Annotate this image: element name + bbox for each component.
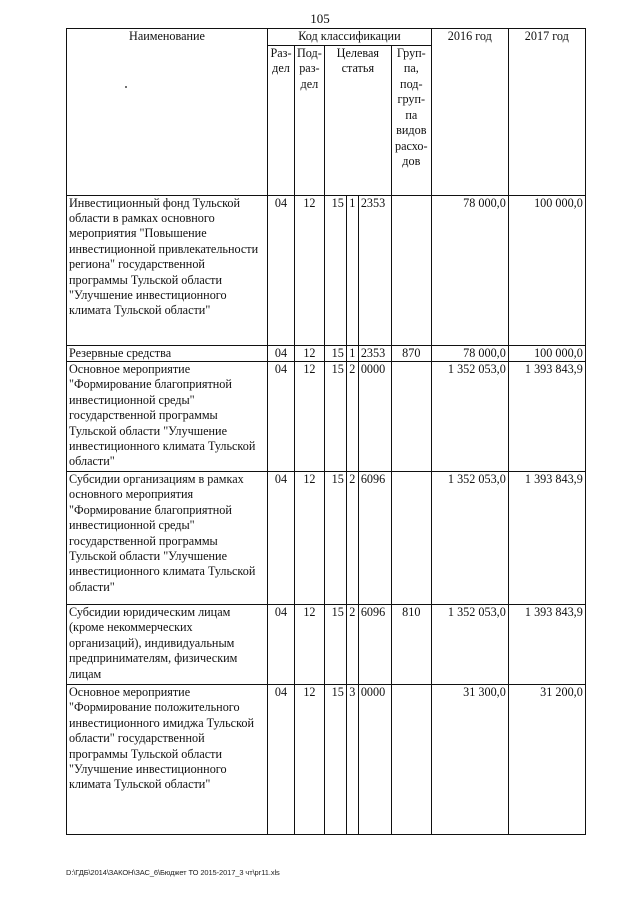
row-cs-subprogram: 2	[346, 605, 358, 685]
row-cs-subprogram: 1	[346, 345, 358, 362]
row-2016: 31 300,0	[431, 685, 508, 835]
table-row	[67, 685, 586, 835]
row-cs-program: 15	[324, 362, 346, 472]
row-vr: 870	[391, 345, 431, 362]
row-podrazdel: 12	[295, 345, 325, 362]
row-name: Основное мероприятие "Формирование положительного инвестиционного имиджа Тульской области" государственной программы Тульской области "Улучшение инвестиционного климата Тульской области"	[67, 685, 268, 835]
header-target-article: Целевая статья	[324, 45, 391, 195]
header-expense-group: Груп- па, под- груп- па видов расхо- дов	[391, 45, 431, 195]
header-year-2016: 2016 год	[431, 29, 508, 196]
row-2016: 1 352 053,0	[431, 362, 508, 472]
row-2017: 31 200,0	[508, 685, 585, 835]
row-cs-program: 15	[324, 472, 346, 605]
header-name: Наименование	[67, 29, 268, 196]
file-path-footer: D:\ГДБ\2014\ЗАКОН\ЗАС_6\Бюджет ТО 2015-2017_3 чт\рг11.xls	[66, 868, 280, 877]
row-razdel: 04	[268, 472, 295, 605]
row-cs-subprogram: 1	[346, 195, 358, 345]
row-podrazdel: 12	[295, 362, 325, 472]
row-podrazdel: 12	[295, 605, 325, 685]
row-razdel: 04	[268, 605, 295, 685]
row-vr	[391, 685, 431, 835]
row-name: Субсидии организациям в рамках основного мероприятия "Формирование благоприятной инвестиционной среды" государственной программы Тульской области "Улучшение инвестиционного климата Тульской области"	[67, 472, 268, 605]
table-row	[67, 605, 586, 685]
header-section: Раз- дел	[268, 45, 295, 195]
table-row	[67, 362, 586, 472]
row-vr: 810	[391, 605, 431, 685]
header-subsection: Под- раз- дел	[295, 45, 325, 195]
table-row	[67, 472, 586, 605]
row-2016: 1 352 053,0	[431, 472, 508, 605]
row-cs-direction: 2353	[358, 345, 391, 362]
row-cs-subprogram: 2	[346, 362, 358, 472]
row-name: Резервные средства	[67, 345, 268, 362]
row-vr	[391, 195, 431, 345]
table-row	[67, 345, 586, 362]
page-number: 105	[310, 11, 330, 26]
row-cs-program: 15	[324, 195, 346, 345]
header-code-group: Код классификации	[268, 29, 432, 46]
row-podrazdel: 12	[295, 195, 325, 345]
row-cs-direction: 0000	[358, 362, 391, 472]
row-name: Основное мероприятие "Формирование благоприятной инвестиционной среды" государственной программы Тульской области "Улучшение инвестиционного климата Тульской области"	[67, 362, 268, 472]
row-2017: 1 393 843,9	[508, 605, 585, 685]
row-2016: 78 000,0	[431, 345, 508, 362]
row-name: Инвестиционный фонд Тульской области в рамках основного мероприятия "Повышение инвестиционной привлекательности региона" государственной программы Тульской области "Улучшение инвестиционного климата Тульской области"	[67, 195, 268, 345]
row-razdel: 04	[268, 345, 295, 362]
row-razdel: 04	[268, 685, 295, 835]
header-year-2017: 2017 год	[508, 29, 585, 196]
row-2017: 100 000,0	[508, 345, 585, 362]
row-2016: 1 352 053,0	[431, 605, 508, 685]
row-cs-subprogram: 3	[346, 685, 358, 835]
row-podrazdel: 12	[295, 685, 325, 835]
row-razdel: 04	[268, 362, 295, 472]
row-cs-program: 15	[324, 345, 346, 362]
row-razdel: 04	[268, 195, 295, 345]
row-cs-direction: 0000	[358, 685, 391, 835]
row-name: Субсидии юридическим лицам (кроме некоммерческих организаций), индивидуальным предпринимателям, физическим лицам	[67, 605, 268, 685]
row-cs-direction: 2353	[358, 195, 391, 345]
row-2017: 1 393 843,9	[508, 362, 585, 472]
table-row	[67, 195, 586, 345]
row-cs-program: 15	[324, 685, 346, 835]
row-cs-direction: 6096	[358, 605, 391, 685]
row-podrazdel: 12	[295, 472, 325, 605]
row-vr	[391, 362, 431, 472]
row-vr	[391, 472, 431, 605]
row-2017: 1 393 843,9	[508, 472, 585, 605]
row-cs-subprogram: 2	[346, 472, 358, 605]
row-2017: 100 000,0	[508, 195, 585, 345]
row-2016: 78 000,0	[431, 195, 508, 345]
row-cs-program: 15	[324, 605, 346, 685]
row-cs-direction: 6096	[358, 472, 391, 605]
budget-table	[66, 28, 586, 835]
